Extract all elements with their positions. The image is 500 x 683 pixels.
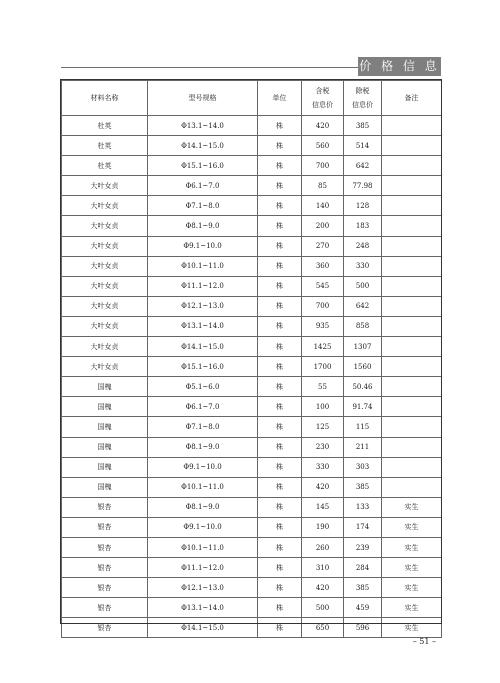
table-row [62,497,442,517]
col-header-name: 材料名称 [62,81,148,116]
cell-remark [382,196,442,216]
cell-name: 大叶女贞 [62,337,148,357]
cell-name: 国槐 [62,477,148,497]
cell-unit: 株 [258,156,302,176]
cell-remark [382,316,442,336]
cell-spec: Φ7.1~8.0 [148,417,258,437]
table-row [62,357,442,377]
table-row [62,136,442,156]
cell-remark: 实生 [382,537,442,557]
cell-price-tax: 420 [302,116,344,136]
cell-price-tax: 145 [302,497,344,517]
cell-price-tax: 420 [302,477,344,497]
cell-price-tax: 500 [302,598,344,618]
table-row [62,176,442,196]
cell-remark: 实生 [382,598,442,618]
cell-price-tax: 650 [302,618,344,638]
table-row [62,477,442,497]
cell-price-tax: 700 [302,296,344,316]
cell-price-notax: 385 [344,116,382,136]
cell-price-tax: 230 [302,437,344,457]
cell-spec: Φ10.1~11.0 [148,477,258,497]
cell-price-notax: 500 [344,276,382,296]
cell-unit: 株 [258,417,302,437]
table-row [62,276,442,296]
cell-unit: 株 [258,517,302,537]
cell-unit: 株 [258,216,302,236]
cell-name: 大叶女贞 [62,357,148,377]
price-table [61,80,442,638]
table-row [62,558,442,578]
cell-unit: 株 [258,437,302,457]
cell-unit: 株 [258,136,302,156]
cell-price-tax: 200 [302,216,344,236]
cell-price-tax: 310 [302,558,344,578]
cell-spec: Φ12.1~13.0 [148,296,258,316]
col-header-price-notax-line1: 除税 [355,87,370,95]
cell-remark [382,136,442,156]
cell-remark: 实生 [382,578,442,598]
cell-price-tax: 700 [302,156,344,176]
cell-spec: Φ9.1~10.0 [148,457,258,477]
cell-price-tax: 55 [302,377,344,397]
cell-unit: 株 [258,176,302,196]
table-row [62,337,442,357]
cell-remark [382,256,442,276]
cell-spec: Φ15.1~16.0 [148,357,258,377]
cell-spec: Φ10.1~11.0 [148,537,258,557]
cell-name: 银杏 [62,558,148,578]
cell-unit: 株 [258,116,302,136]
cell-spec: Φ13.1~14.0 [148,116,258,136]
cell-price-notax: 1307 [344,337,382,357]
cell-price-tax: 100 [302,397,344,417]
cell-name: 银杏 [62,578,148,598]
cell-price-notax: 50.46 [344,377,382,397]
cell-spec: Φ10.1~11.0 [148,256,258,276]
cell-unit: 株 [258,497,302,517]
cell-price-tax: 1425 [302,337,344,357]
cell-remark [382,437,442,457]
cell-remark [382,417,442,437]
cell-remark [382,337,442,357]
cell-remark [382,477,442,497]
table-body [62,116,442,638]
cell-unit: 株 [258,276,302,296]
cell-spec: Φ7.1~8.0 [148,196,258,216]
cell-spec: Φ15.1~16.0 [148,156,258,176]
cell-spec: Φ11.1~12.0 [148,276,258,296]
cell-name: 杜英 [62,116,148,136]
table-row [62,116,442,136]
cell-name: 大叶女贞 [62,316,148,336]
cell-price-notax: 330 [344,256,382,276]
cell-unit: 株 [258,357,302,377]
cell-spec: Φ6.1~7.0 [148,397,258,417]
cell-name: 大叶女贞 [62,296,148,316]
cell-price-tax: 260 [302,537,344,557]
cell-price-tax: 935 [302,316,344,336]
cell-remark: 实生 [382,618,442,638]
cell-name: 国槐 [62,397,148,417]
table-row [62,618,442,638]
cell-name: 银杏 [62,517,148,537]
cell-price-notax: 596 [344,618,382,638]
page-number: – 51 – [412,637,436,646]
table-row [62,316,442,336]
cell-unit: 株 [258,618,302,638]
col-header-unit: 单位 [258,81,302,116]
col-header-price-notax-line2: 信息价 [352,101,373,109]
table-row [62,156,442,176]
cell-unit: 株 [258,337,302,357]
cell-name: 国槐 [62,457,148,477]
cell-price-notax: 642 [344,156,382,176]
cell-unit: 株 [258,477,302,497]
col-header-price-tax-line1: 含税 [315,87,330,95]
cell-price-notax: 858 [344,316,382,336]
cell-remark [382,296,442,316]
cell-unit: 株 [258,196,302,216]
cell-price-notax: 183 [344,216,382,236]
cell-unit: 株 [258,397,302,417]
cell-price-notax: 642 [344,296,382,316]
cell-name: 杜英 [62,136,148,156]
cell-name: 国槐 [62,437,148,457]
cell-spec: Φ14.1~15.0 [148,136,258,156]
cell-spec: Φ13.1~14.0 [148,598,258,618]
cell-unit: 株 [258,236,302,256]
col-header-price-tax-line2: 信息价 [312,101,333,109]
cell-unit: 株 [258,256,302,276]
cell-remark [382,116,442,136]
cell-price-notax: 239 [344,537,382,557]
cell-name: 银杏 [62,618,148,638]
cell-remark: 实生 [382,517,442,537]
table-row [62,256,442,276]
cell-price-notax: 133 [344,497,382,517]
cell-remark [382,156,442,176]
cell-remark: 实生 [382,497,442,517]
table-row [62,517,442,537]
cell-price-notax: 115 [344,417,382,437]
cell-unit: 株 [258,377,302,397]
cell-price-notax: 385 [344,477,382,497]
cell-unit: 株 [258,537,302,557]
table-row [62,296,442,316]
cell-price-notax: 303 [344,457,382,477]
cell-spec: Φ14.1~15.0 [148,337,258,357]
cell-name: 银杏 [62,537,148,557]
cell-name: 杜英 [62,156,148,176]
cell-remark [382,397,442,417]
cell-name: 大叶女贞 [62,196,148,216]
table-row [62,397,442,417]
table-row [62,537,442,557]
col-header-price-notax [344,81,382,116]
cell-price-notax: 284 [344,558,382,578]
cell-remark [382,357,442,377]
table-row [62,417,442,437]
cell-name: 大叶女贞 [62,176,148,196]
cell-name: 大叶女贞 [62,256,148,276]
cell-name: 大叶女贞 [62,216,148,236]
cell-price-notax: 248 [344,236,382,256]
col-header-remark: 备注 [382,81,442,116]
cell-price-tax: 85 [302,176,344,196]
cell-remark [382,457,442,477]
table-row [62,377,442,397]
cell-remark [382,377,442,397]
cell-spec: Φ8.1~9.0 [148,437,258,457]
cell-price-tax: 190 [302,517,344,537]
col-header-spec: 型号规格 [148,81,258,116]
col-header-price-tax [302,81,344,116]
cell-price-tax: 140 [302,196,344,216]
cell-price-tax: 125 [302,417,344,437]
cell-spec: Φ14.1~15.0 [148,618,258,638]
cell-unit: 株 [258,598,302,618]
cell-price-notax: 174 [344,517,382,537]
cell-remark [382,216,442,236]
cell-price-notax: 1560 [344,357,382,377]
cell-spec: Φ8.1~9.0 [148,216,258,236]
cell-name: 国槐 [62,377,148,397]
table-row [62,578,442,598]
cell-unit: 株 [258,578,302,598]
cell-price-notax: 91.74 [344,397,382,417]
cell-name: 大叶女贞 [62,276,148,296]
cell-price-tax: 1700 [302,357,344,377]
cell-remark [382,236,442,256]
cell-name: 大叶女贞 [62,236,148,256]
cell-remark [382,276,442,296]
table-row [62,236,442,256]
section-title: 价 格 信 息 [358,57,441,76]
table-row [62,598,442,618]
cell-price-notax: 211 [344,437,382,457]
cell-price-notax: 77.98 [344,176,382,196]
cell-remark: 实生 [382,558,442,578]
cell-price-tax: 330 [302,457,344,477]
cell-price-notax: 128 [344,196,382,216]
cell-unit: 株 [258,296,302,316]
cell-unit: 株 [258,558,302,578]
cell-price-tax: 360 [302,256,344,276]
cell-price-tax: 560 [302,136,344,156]
cell-name: 银杏 [62,497,148,517]
cell-unit: 株 [258,457,302,477]
cell-spec: Φ11.1~12.0 [148,558,258,578]
table-row [62,437,442,457]
cell-spec: Φ6.1~7.0 [148,176,258,196]
table-row [62,457,442,477]
cell-spec: Φ9.1~10.0 [148,517,258,537]
cell-spec: Φ12.1~13.0 [148,578,258,598]
cell-price-notax: 459 [344,598,382,618]
cell-spec: Φ13.1~14.0 [148,316,258,336]
table-header-row [62,81,442,116]
cell-price-tax: 545 [302,276,344,296]
cell-remark [382,176,442,196]
table-row [62,196,442,216]
cell-name: 银杏 [62,598,148,618]
cell-price-tax: 420 [302,578,344,598]
cell-price-notax: 514 [344,136,382,156]
cell-spec: Φ8.1~9.0 [148,497,258,517]
cell-unit: 株 [258,316,302,336]
table-row [62,216,442,236]
header-rule [61,67,358,68]
cell-name: 国槐 [62,417,148,437]
cell-price-notax: 385 [344,578,382,598]
cell-price-tax: 270 [302,236,344,256]
cell-spec: Φ5.1~6.0 [148,377,258,397]
cell-spec: Φ9.1~10.0 [148,236,258,256]
